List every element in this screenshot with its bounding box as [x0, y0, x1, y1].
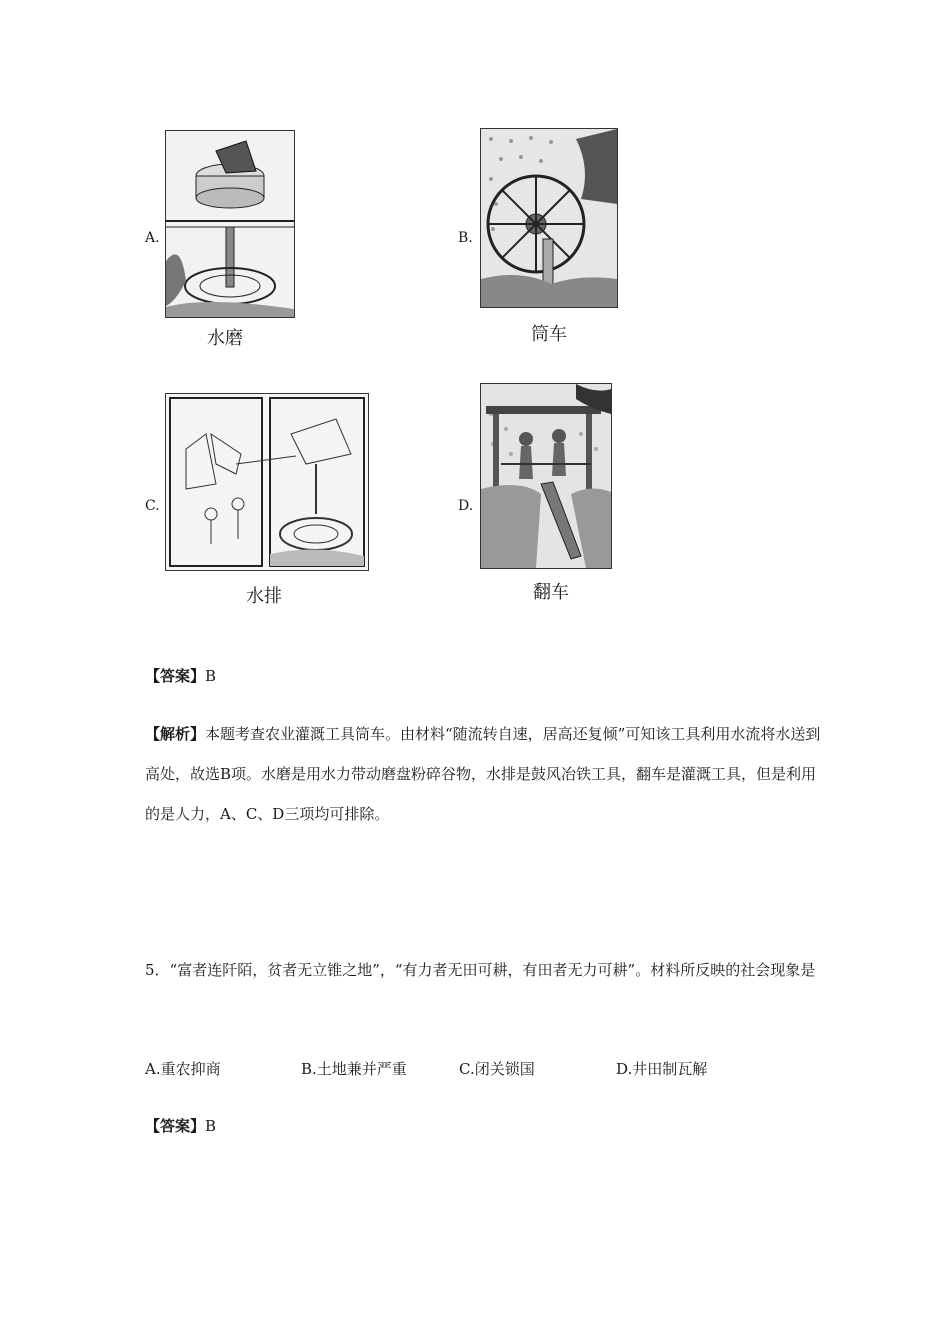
analysis-label: 【解析】 [145, 725, 206, 743]
q4-analysis [145, 714, 825, 834]
q5-choice-c[interactable]: C.闭关锁国 [459, 1060, 535, 1078]
water-bellows-drawing [166, 394, 368, 570]
water-bellows-illustration [165, 393, 369, 571]
option-b-caption: 筒车 [531, 324, 567, 345]
chain-pump-drawing [481, 384, 611, 568]
option-a-letter: A. [145, 230, 160, 246]
option-d-caption: 翻车 [533, 582, 569, 603]
option-d-letter: D. [458, 498, 474, 514]
q4-answer [145, 656, 825, 696]
option-c-letter: C. [145, 498, 160, 514]
q5-stem: 5．“富者连阡陌，贫者无立锥之地”，“有力者无田可耕，有田者无力可耕”。材料所反映的社会现象是 [145, 961, 816, 979]
q5-choice-b[interactable]: B.土地兼并严重 [301, 1060, 407, 1078]
q5-answer-value: B [205, 1117, 217, 1135]
water-mill-illustration [165, 130, 295, 318]
q5-answer-label: 【答案】 [145, 1117, 206, 1135]
option-c-caption: 水排 [246, 586, 282, 607]
water-mill-drawing [166, 131, 294, 317]
option-b-letter: B. [458, 230, 473, 246]
tube-wheel-illustration [480, 128, 618, 308]
tube-wheel-drawing [481, 129, 617, 307]
answer-value: B [205, 667, 217, 685]
answer-label: 【答案】 [145, 667, 206, 685]
q5-choice-a[interactable]: A.重农抑商 [145, 1060, 221, 1078]
square-pallet-chain-pump-illustration [480, 383, 612, 569]
option-a-caption: 水磨 [207, 328, 243, 349]
analysis-text: 本题考查农业灌溉工具筒车。由材料“随流转自速，居高还复倾”可知该工具利用水流将水送到高处，故选B项。水磨是用水力带动磨盘粉碎谷物，水排是鼓风冶铁工具，翻车是灌溉工具，但是利用的是人力，A、C、D三项均可排除。 [145, 725, 821, 823]
q5-answer [145, 1106, 825, 1146]
q5-choice-d[interactable]: D.井田制瓦解 [616, 1060, 708, 1078]
